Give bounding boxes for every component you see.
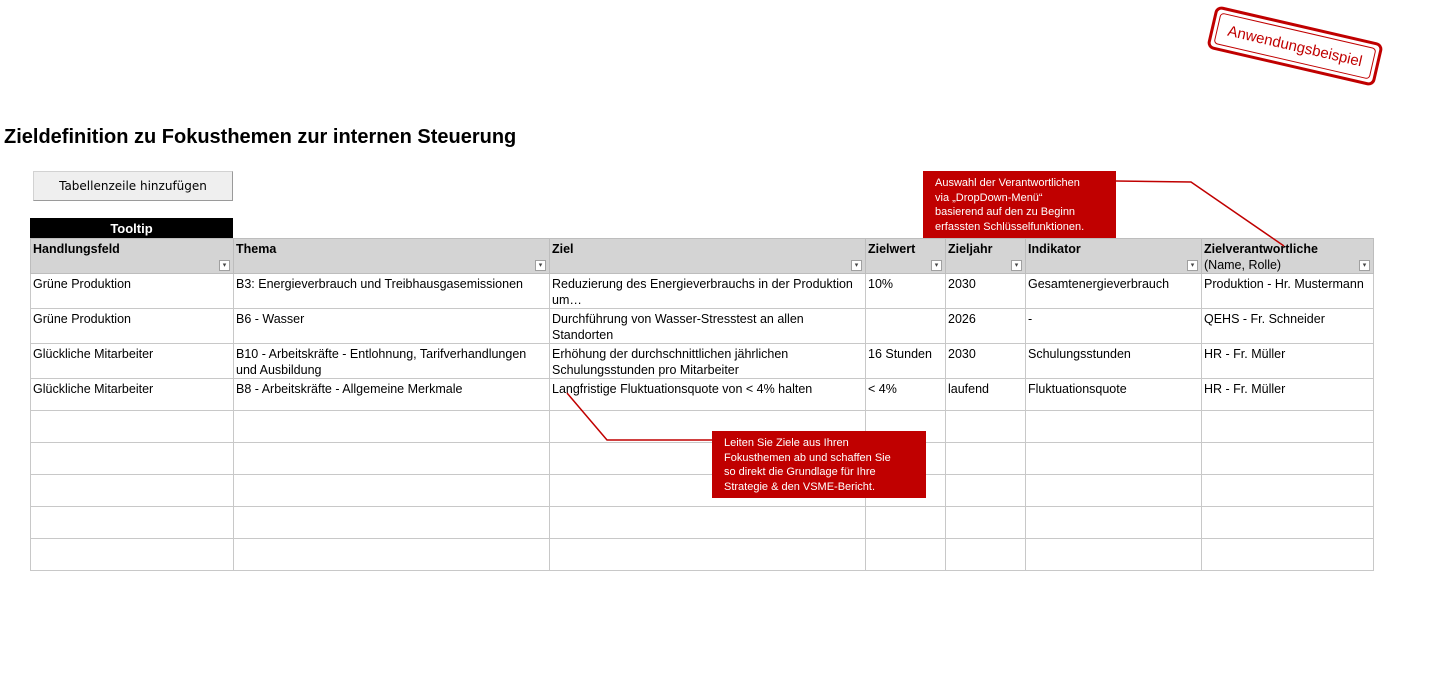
cell-handlungsfeld[interactable]: Grüne Produktion	[31, 274, 234, 309]
filter-dropdown-icon[interactable]: ▾	[851, 260, 862, 271]
cell-indikator[interactable]: Gesamtenergieverbrauch	[1026, 274, 1202, 309]
cell-indikator[interactable]: Schulungsstunden	[1026, 344, 1202, 379]
filter-dropdown-icon[interactable]: ▾	[219, 260, 230, 271]
cell-thema[interactable]: B3: Energieverbrauch und Treibhausgasemissionen	[234, 274, 550, 309]
callout-text-line: basierend auf den zu Beginn	[935, 206, 1076, 218]
callout-text-line: erfassten Schlüsselfunktionen.	[935, 220, 1085, 233]
cell-zieljahr[interactable]: laufend	[946, 379, 1026, 411]
filter-dropdown-icon[interactable]: ▾	[1359, 260, 1370, 271]
cell-handlungsfeld[interactable]: Glückliche Mitarbeiter	[31, 379, 234, 411]
cell-zielverantwortliche[interactable]: HR - Fr. Müller	[1202, 379, 1374, 411]
cell-zielwert[interactable]: < 4%	[866, 379, 946, 411]
cell-zieljahr[interactable]: 2026	[946, 309, 1026, 344]
cell-handlungsfeld[interactable]: Glückliche Mitarbeiter	[31, 344, 234, 379]
cell-ziel[interactable]: Reduzierung des Energieverbrauchs in der Produktion um…	[550, 274, 866, 309]
callout-text-line: so direkt die Grundlage für Ihre	[724, 466, 876, 478]
callout-text-line: via „DropDown-Menü“	[935, 191, 1043, 204]
callout-derive-goals	[712, 431, 926, 498]
cell-zielverantwortliche[interactable]: QEHS - Fr. Schneider	[1202, 309, 1374, 344]
cell-zieljahr[interactable]: 2030	[946, 274, 1026, 309]
cell-indikator[interactable]: -	[1026, 309, 1202, 344]
cell-zielverantwortliche[interactable]: HR - Fr. Müller	[1202, 344, 1374, 379]
column-header-zielwert: Zielwert ▾	[866, 239, 946, 274]
column-header-handlungsfeld: Handlungsfeld ▾	[31, 239, 234, 274]
add-table-row-button[interactable]: Tabellenzeile hinzufügen	[33, 171, 233, 201]
filter-dropdown-icon[interactable]: ▾	[1011, 260, 1022, 271]
cell-zielwert[interactable]: 16 Stunden	[866, 344, 946, 379]
connector-line-responsible	[1116, 181, 1284, 246]
column-header-ziel: Ziel ▾	[550, 239, 866, 274]
cell-zielwert[interactable]: 10%	[866, 274, 946, 309]
callout-text-line: Fokusthemen ab und schaffen Sie	[724, 451, 891, 464]
column-header-zieljahr: Zieljahr ▾	[946, 239, 1026, 274]
cell-thema[interactable]: B6 - Wasser	[234, 309, 550, 344]
cell-ziel[interactable]: Erhöhung der durchschnittlichen jährlichen Schulungsstunden pro Mitarbeiter	[550, 344, 866, 379]
callout-text-line: Auswahl der Verantwortlichen	[935, 177, 1080, 189]
page-title: Zieldefinition zu Fokusthemen zur internen Steuerung	[4, 126, 517, 148]
cell-ziel[interactable]: Langfristige Fluktuationsquote von < 4% halten	[550, 379, 866, 411]
filter-dropdown-icon[interactable]: ▾	[535, 260, 546, 271]
connector-line-goals	[567, 393, 712, 440]
tooltip-button[interactable]: Tooltip	[30, 218, 233, 238]
callout-text-line: Strategie & den VSME-Bericht.	[724, 480, 876, 493]
column-header-thema: Thema ▾	[234, 239, 550, 274]
cell-thema[interactable]: B8 - Arbeitskräfte - Allgemeine Merkmale	[234, 379, 550, 411]
cell-ziel[interactable]: Durchführung von Wasser-Stresstest an allen Standorten	[550, 309, 866, 344]
column-header-zielverantwortliche: Zielverantwortliche (Name, Rolle) ▾	[1202, 239, 1374, 274]
column-header-indikator: Indikator ▾	[1026, 239, 1202, 274]
cell-thema[interactable]: B10 - Arbeitskräfte - Entlohnung, Tarifverhandlungen und Ausbildung	[234, 344, 550, 379]
filter-dropdown-icon[interactable]: ▾	[931, 260, 942, 271]
cell-handlungsfeld[interactable]: Grüne Produktion	[31, 309, 234, 344]
column-header-subtitle: (Name, Rolle)	[1204, 258, 1282, 272]
callout-responsible-dropdown	[923, 171, 1116, 238]
cell-zielverantwortliche[interactable]: Produktion - Hr. Mustermann	[1202, 274, 1374, 309]
stamp-label: Anwendungsbeispiel	[1226, 22, 1364, 70]
cell-indikator[interactable]: Fluktuationsquote	[1026, 379, 1202, 411]
filter-dropdown-icon[interactable]: ▾	[1187, 260, 1198, 271]
cell-zieljahr[interactable]: 2030	[946, 344, 1026, 379]
callout-text-line: Leiten Sie Ziele aus Ihren	[724, 437, 849, 449]
